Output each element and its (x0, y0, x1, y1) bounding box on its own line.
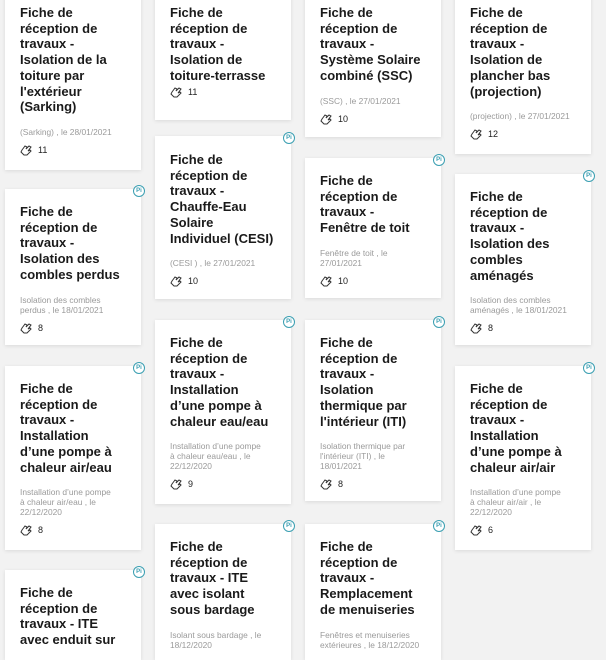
likes-count: 6 (488, 525, 494, 536)
card[interactable] (305, 0, 441, 137)
likes-counter[interactable] (470, 128, 581, 140)
card-meta: Isolant sous bardage , le 18/12/2020 (170, 629, 262, 650)
pi-badge-icon: Pi (433, 316, 445, 328)
likes-count: 8 (338, 479, 344, 490)
likes-counter[interactable] (170, 86, 281, 98)
card-title: Fiche de réception de travaux - Fenêtre de toit (320, 173, 410, 236)
pi-badge-icon: Pi (133, 362, 145, 374)
pi-badge-icon: Pi (433, 154, 445, 166)
likes-counter[interactable] (170, 478, 281, 490)
card-title: Fiche de réception de travaux - Remplacement de menuiseries (320, 539, 415, 617)
card-title: Fiche de réception de travaux - Isolation thermique par l'intérieur (ITI) (320, 335, 407, 429)
card[interactable] (305, 158, 441, 298)
card-title: Fiche de réception de travaux - Système Solaire combiné (SSC) (320, 5, 421, 83)
pi-badge-icon: Pi (133, 566, 145, 578)
clap-icon (170, 86, 183, 98)
likes-count: 8 (38, 525, 44, 536)
card-meta: Isolation des combles aménagés , le 18/01/2021 (470, 295, 567, 316)
likes-count: 12 (488, 129, 499, 140)
card-meta: Installation d’une pompe à chaleur air/eau , le 22/12/2020 (20, 487, 111, 518)
card[interactable] (155, 0, 291, 120)
card[interactable] (155, 320, 291, 504)
clap-icon (20, 524, 33, 536)
card[interactable] (305, 524, 441, 660)
clap-icon (20, 144, 33, 156)
card-title: Fiche de réception de travaux - Isolation de plancher bas (projection) (470, 5, 551, 99)
pi-badge-icon: Pi (583, 170, 595, 182)
likes-counter[interactable] (320, 275, 431, 287)
clap-icon (320, 113, 333, 125)
likes-counter[interactable] (170, 275, 281, 287)
likes-count: 10 (338, 275, 349, 286)
pi-badge-icon: Pi (283, 132, 295, 144)
card-meta: Fenêtres et menuiseries extérieures , le 18/12/2020 (320, 629, 420, 650)
likes-count: 11 (38, 144, 48, 155)
likes-count: 10 (338, 113, 349, 124)
card-meta: (CESI ) , le 27/01/2021 (170, 258, 256, 269)
likes-counter[interactable] (320, 113, 431, 125)
card-title: Fiche de réception de travaux - ITE avec enduit sur (20, 585, 116, 648)
likes-counter[interactable] (20, 144, 131, 156)
card-title: Fiche de réception de travaux - ITE avec isolant sous bardage (170, 539, 255, 617)
likes-count: 8 (488, 323, 494, 334)
pi-badge-icon: Pi (283, 520, 295, 532)
card[interactable] (455, 174, 591, 345)
card-title: Fiche de réception de travaux - Isolation de la toiture par l'extérieur (Sarking) (20, 5, 107, 115)
likes-count: 8 (38, 322, 44, 333)
pi-badge-icon: Pi (433, 520, 445, 532)
card[interactable] (455, 366, 591, 550)
card-title: Fiche de réception de travaux - Chauffe-Eau Solaire Individuel (CESI) (170, 152, 274, 246)
clap-icon (320, 478, 333, 490)
card[interactable] (5, 366, 141, 550)
card[interactable] (5, 189, 141, 345)
card-meta: Fenêtre de toit , le 27/01/2021 (320, 247, 388, 268)
card-title: Fiche de réception de travaux - Isolation des combles aménagés (470, 189, 550, 283)
likes-count: 9 (188, 479, 194, 490)
card-meta: (projection) , le 27/01/2021 (470, 111, 570, 122)
likes-counter[interactable] (470, 322, 581, 334)
card-title: Fiche de réception de travaux - Installation d’une pompe à chaleur air/eau (20, 381, 112, 475)
card-meta: (SSC) , le 27/01/2021 (320, 95, 401, 106)
card-meta: Isolation thermique par l'intérieur (ITI) , le 18/01/2021 (320, 441, 406, 472)
card-title: Fiche de réception de travaux - Isolation de toiture-terrasse (170, 5, 266, 83)
card[interactable] (305, 320, 441, 501)
card-meta: Installation d’une pompe à chaleur eau/eau , le 22/12/2020 (170, 441, 261, 472)
card-title: Fiche de réception de travaux - Installation d’une pompe à chaleur air/air (470, 381, 562, 475)
card[interactable] (155, 524, 291, 660)
likes-count: 11 (188, 86, 198, 97)
clap-icon (20, 322, 33, 334)
likes-count: 10 (188, 276, 199, 287)
clap-icon (470, 128, 483, 140)
likes-counter[interactable] (320, 478, 431, 490)
card-meta: (Sarking) , le 28/01/2021 (20, 126, 112, 137)
card[interactable] (155, 136, 291, 299)
clap-icon (470, 322, 483, 334)
clap-icon (170, 275, 183, 287)
pi-badge-icon: Pi (283, 316, 295, 328)
card-meta: Isolation des combles perdus , le 18/01/2021 (20, 294, 104, 315)
card[interactable] (5, 0, 141, 170)
pi-badge-icon: Pi (583, 362, 595, 374)
likes-counter[interactable] (470, 524, 581, 536)
card-meta: Installation d’une pompe à chaleur air/air , le 22/12/2020 (470, 487, 561, 518)
card[interactable] (5, 570, 141, 660)
card[interactable] (455, 0, 591, 154)
card-title: Fiche de réception de travaux - Installation d’une pompe à chaleur eau/eau (170, 335, 269, 429)
pi-badge-icon: Pi (133, 185, 145, 197)
clap-icon (170, 478, 183, 490)
likes-counter[interactable] (20, 322, 131, 334)
clap-icon (470, 524, 483, 536)
likes-counter[interactable] (20, 524, 131, 536)
card-title: Fiche de réception de travaux - Isolation des combles perdus (20, 204, 120, 282)
clap-icon (320, 275, 333, 287)
